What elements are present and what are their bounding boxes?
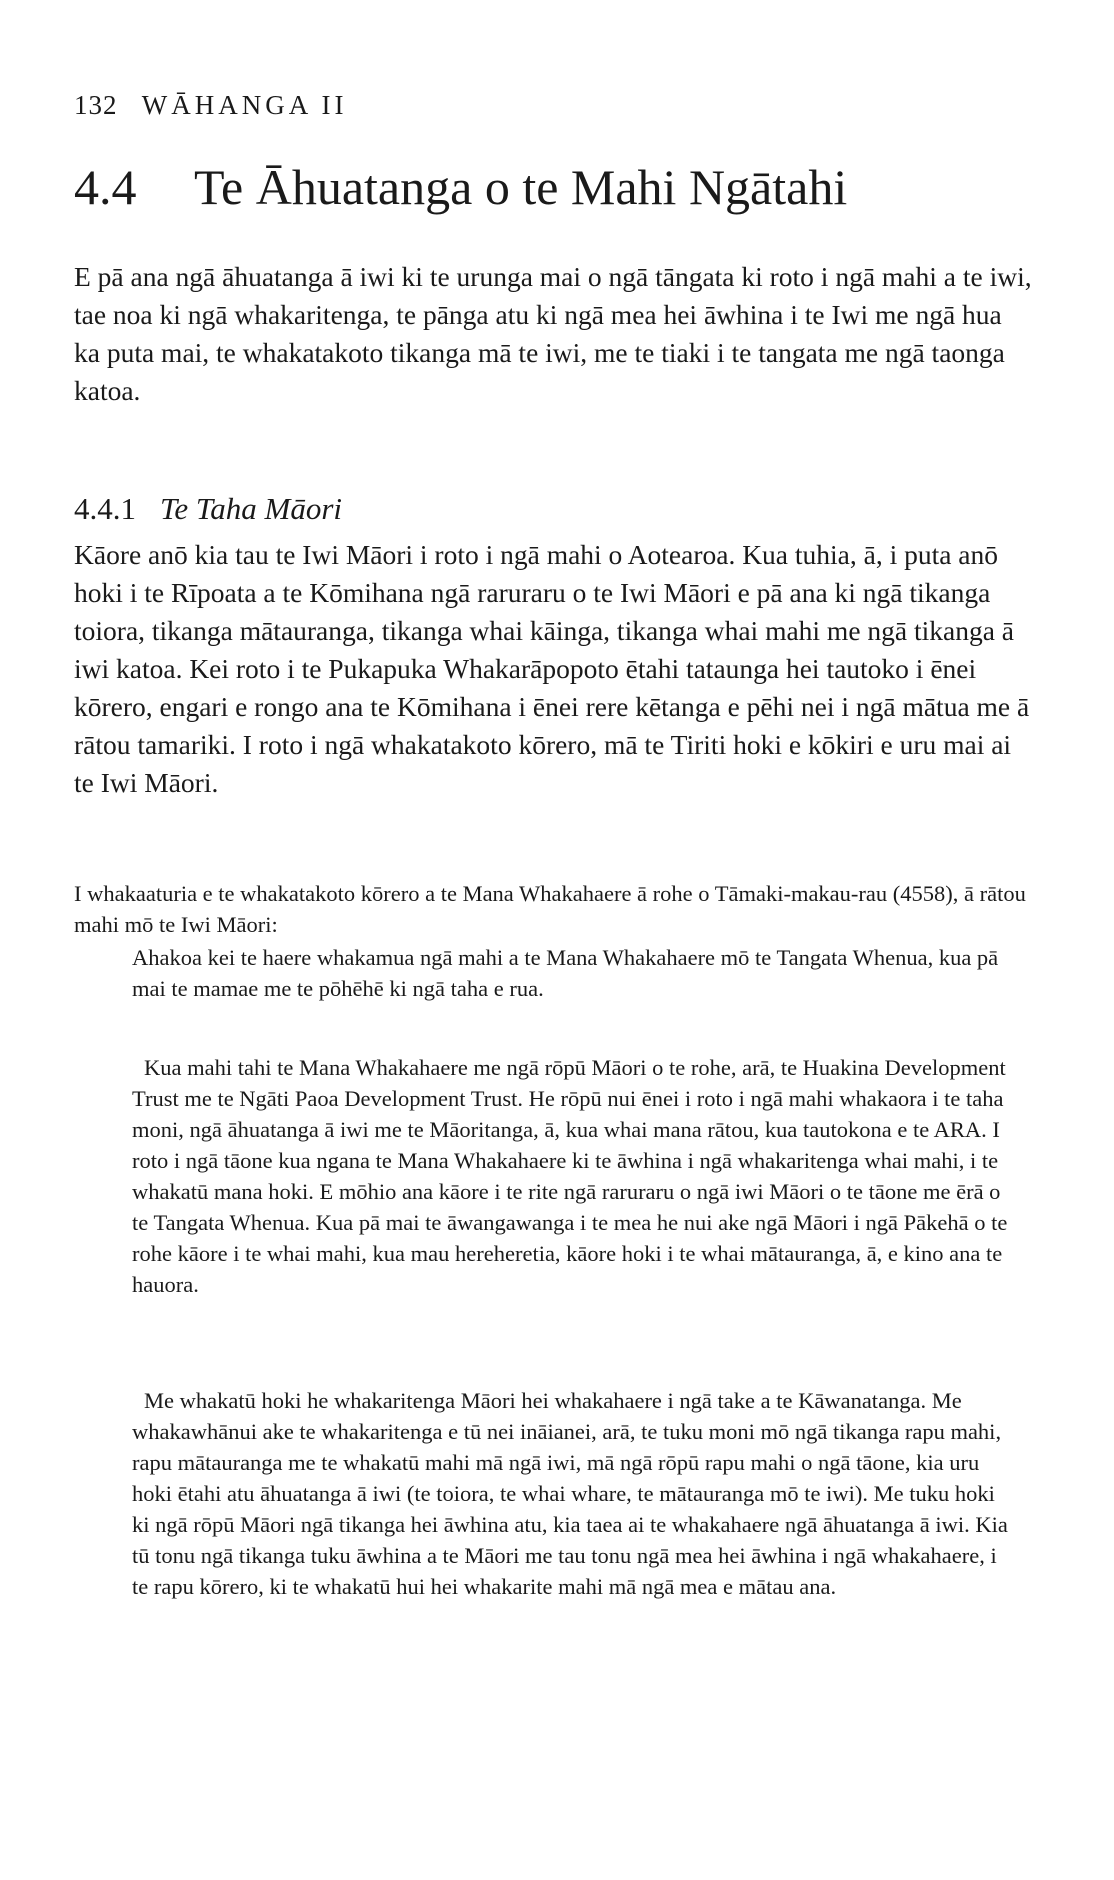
section-number: 4.4 (74, 159, 137, 215)
quote-paragraph: Ahakoa kei te haere whakamua ngā mahi a te Mana Whakahaere mō te Tangata Whenua, kua pā mai te mamae me te pōhēhē ki ngā taha e rua. (132, 945, 999, 1001)
quote-paragraph: Me whakatū hoki he whakaritenga Māori hei whakahaere i ngā take a te Kāwanatanga. Me whakawhānui ake te whakaritenga e tū nei ināianei, arā, te tuku moni mō ngā tikanga rapu mahi, rapu mātauranga me te whakatū mahi mā ngā iwi, mā ngā rōpū rapu mahi o ngā tāone, kia uru hoki ētahi atu āhuatanga ā iwi (te toiora, te whai whare, te mātauranga mō te iwi). Me tuku hoki ki ngā rōpū Māori ngā tikanga hei āwhina atu, kia taea ai te whakahaere ngā āhuatanga ā iwi. Kia tū tonu ngā tikanga tuku āwhina a te Māori me tau tonu ngā mea hei āwhina i ngā whakahaere, i te rapu kōrero, ki te whakatū hui hei whakarite mahi mā ngā mea e mātau ana. (132, 1388, 1008, 1599)
part-label: WĀHANGA II (141, 90, 348, 120)
running-head (74, 92, 347, 119)
subsection-title: Te Taha Māori (160, 491, 343, 526)
section-title: Te Āhuatanga o te Mahi Ngātahi (194, 159, 848, 215)
body-paragraph: Kāore anō kia tau te Iwi Māori i roto i ngā mahi o Aotearoa. Kua tuhia, ā, i puta anō hoki i te Rīpoata a te Kōmihana ngā raruraru o te Iwi Māori e pā ana ki ngā tikanga toiora, tikanga mātauranga, tikanga whai kāinga, tikanga whai mahi me ngā tikanga ā iwi katoa. Kei roto i te Pukapuka Whakarāpopoto ētahi tataunga hei tautoko i ēnei kōrero, engari e rongo ana te Kōmihana i ēnei rere kētanga e pēhi nei i ngā mātua me ā rātou tamariki. I roto i ngā whakatakoto kōrero, mā te Tiriti hoki e kōkiri e uru mai ai te Iwi Māori. (74, 539, 1030, 798)
section-heading (74, 160, 847, 215)
intro-paragraph: E pā ana ngā āhuatanga ā iwi ki te urunga mai o ngā tāngata ki roto i ngā mahi a te iwi, tae noa ki ngā whakaritenga, te pānga atu ki ngā mea hei āwhina i te Iwi me ngā hua ka puta mai, te whakatakoto tikanga mā te iwi, me te tiaki i te tangata me ngā taonga katoa. (74, 261, 1032, 406)
subsection-heading (74, 490, 342, 527)
page-number: 132 (74, 90, 118, 120)
quote-paragraph: Kua mahi tahi te Mana Whakahaere me ngā rōpū Māori o te rohe, arā, te Huakina Development Trust me te Ngāti Paoa Development Trust. He rōpū nui ēnei i roto i ngā mahi whakaora i te taha moni, ngā āhuatanga ā iwi me te Māoritanga, ā, kua whai mana rātou, kua tautokona e te ARA. I roto i ngā tāone kua ngana te Mana Whakahaere ki te āwhina i ngā whakaritenga whai mahi, i te whakatū mana hoki. E mōhio ana kāore i te rite ngā raruraru o ngā iwi Māori o te tāone me ērā o te Tangata Whenua. Kua pā mai te āwangawanga i te mea he nui ake ngā Māori i ngā Pākehā o te rohe kāore i te whai mahi, kua mau hereheretia, kāore hoki i te whai mātauranga, ā, e kino ana te hauora. (132, 1055, 1008, 1297)
subsection-number: 4.4.1 (74, 491, 136, 526)
submission-intro: I whakaaturia e te whakatakoto kōrero a te Mana Whakahaere ā rohe o Tāmaki-makau-rau (4558), ā rātou mahi mō te Iwi Māori: (74, 881, 1026, 937)
